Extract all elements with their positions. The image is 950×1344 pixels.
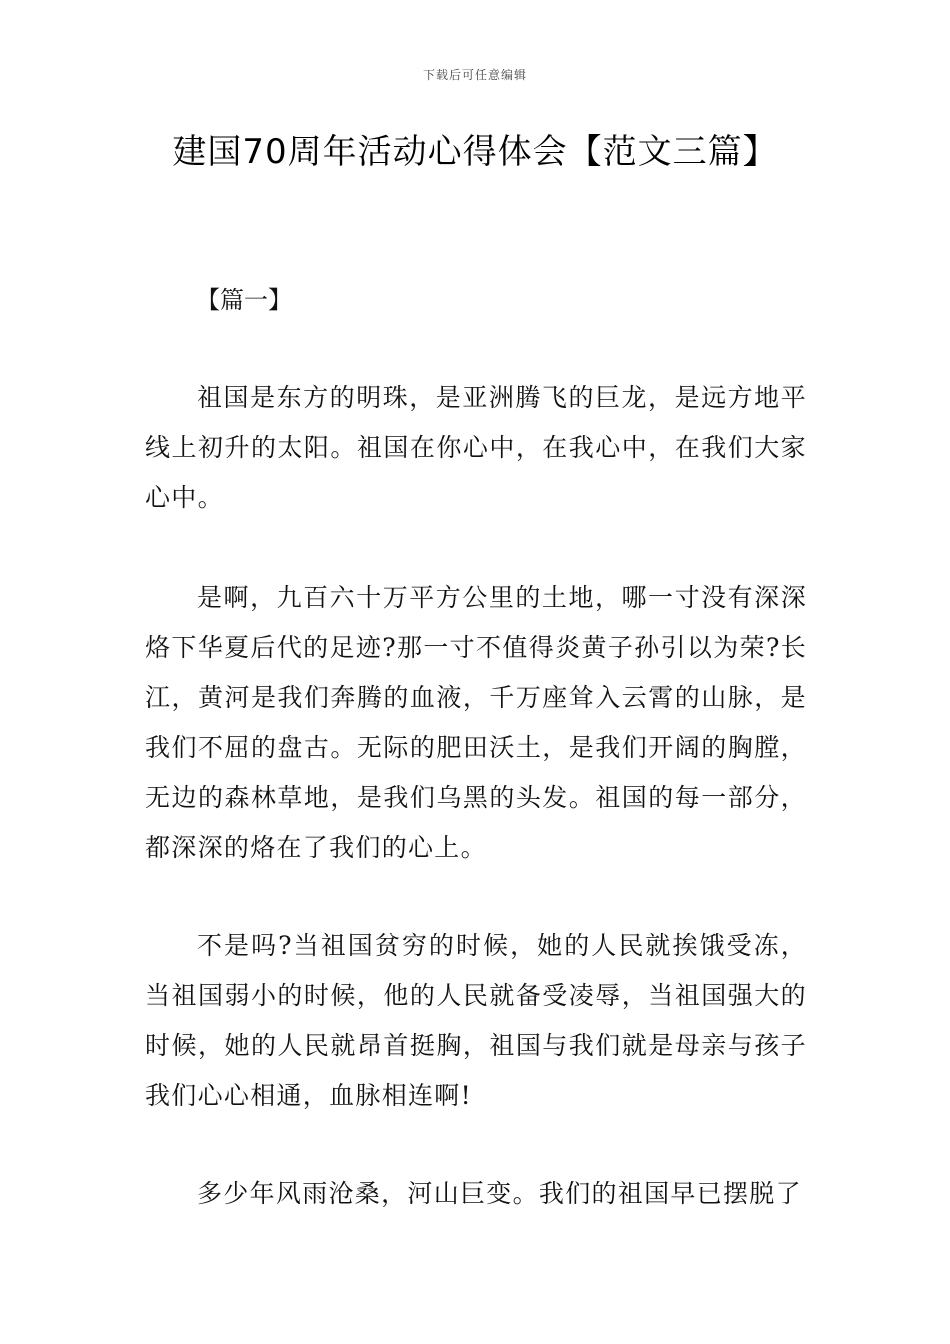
paragraph-1: 祖国是东方的明珠，是亚洲腾飞的巨龙，是远方地平线上初升的太阳。祖国在你心中，在我心中，在我们大家心中。	[145, 383, 807, 512]
section-label: 【篇一】	[196, 286, 292, 314]
header-note: 下载后可任意编辑	[422, 68, 527, 82]
document-title: 建国70周年活动心得体会【范文三篇】	[172, 132, 778, 172]
paragraph-2: 是啊，九百六十万平方公里的土地，哪一寸没有深深烙下华夏后代的足迹?那一寸不值得炎黄子孙引以为荣?长江，黄河是我们奔腾的血液，千万座耸入云霄的山脉，是我们不屈的盘古。无际的肥田沃土，是我们开阔的胸膛，无边的森林草地，是我们乌黑的头发。祖国的每一部分，都深深的烙在了我们的心上。	[145, 583, 807, 862]
paragraph-3: 不是吗?当祖国贫穷的时候，她的人民就挨饿受冻，当祖国弱小的时候，他的人民就备受凌辱，当祖国强大的时候，她的人民就昂首挺胸，祖国与我们就是母亲与孩子我们心心相通，血脉相连啊!	[145, 931, 807, 1110]
paragraph-4: 多少年风雨沧桑，河山巨变。我们的祖国早已摆脱了	[197, 1179, 802, 1208]
